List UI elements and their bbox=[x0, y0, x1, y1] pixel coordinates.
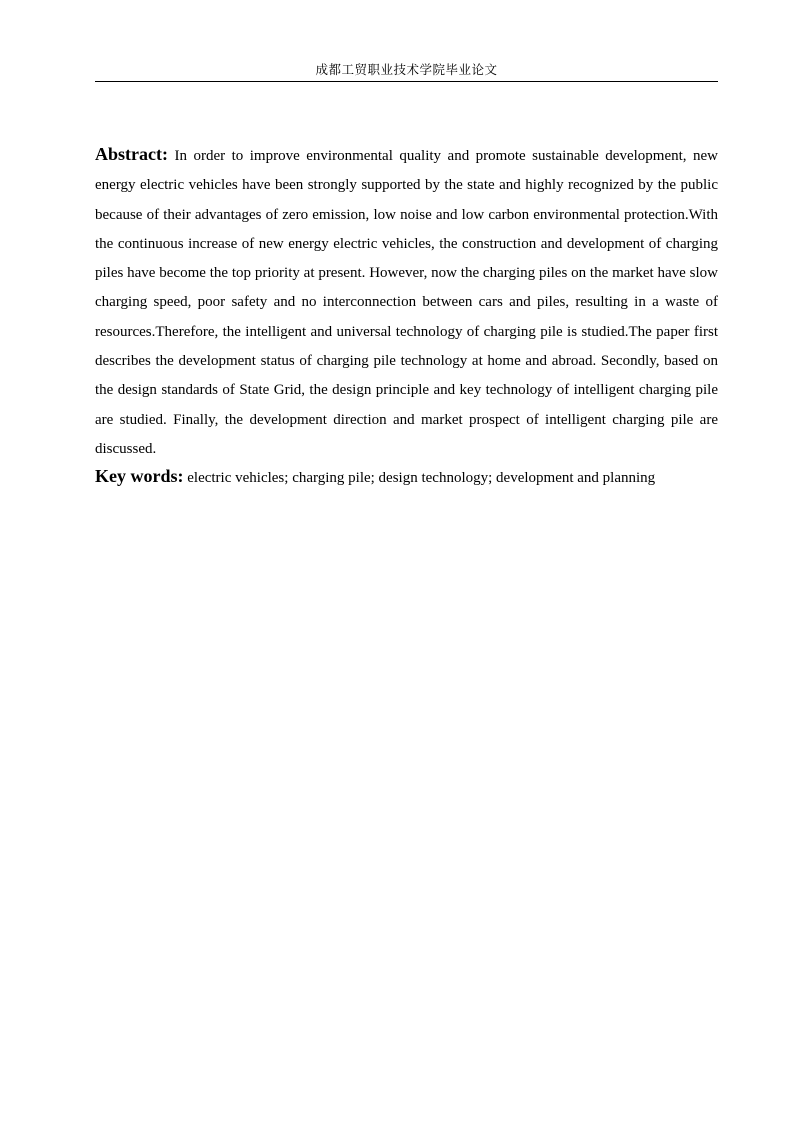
keywords-text: electric vehicles; charging pile; design technology; development and planning bbox=[187, 470, 656, 486]
keywords-paragraph bbox=[95, 462, 718, 492]
abstract-label: Abstract: bbox=[95, 144, 168, 164]
abstract-text: In order to improve environmental quality and promote sustainable development, new energy electric vehicles have been strongly supported by the state and highly recognized by the public because of their advantages of zero emission, low noise and low carbon environmental protection.With the continuous increase of new energy electric vehicles, the construction and development of charging piles have become the top priority at present. However, now the charging piles on the market have slow charging speed, poor safety and no interconnection between cars and piles, resulting in a waste of resources.Therefore, the intelligent and universal technology of charging pile is studied.The paper first describes the development status of charging pile technology at home and abroad. Secondly, based on the design standards of State Grid, the design principle and key technology of intelligent charging pile are studied. Finally, the development direction and market prospect of intelligent charging pile are discussed. bbox=[95, 148, 719, 457]
header-title: 成都工贸职业技术学院毕业论文 bbox=[315, 62, 498, 77]
header-divider bbox=[95, 81, 718, 82]
page-header bbox=[95, 62, 718, 78]
abstract-paragraph bbox=[95, 140, 718, 464]
keywords-label: Key words: bbox=[95, 466, 184, 486]
